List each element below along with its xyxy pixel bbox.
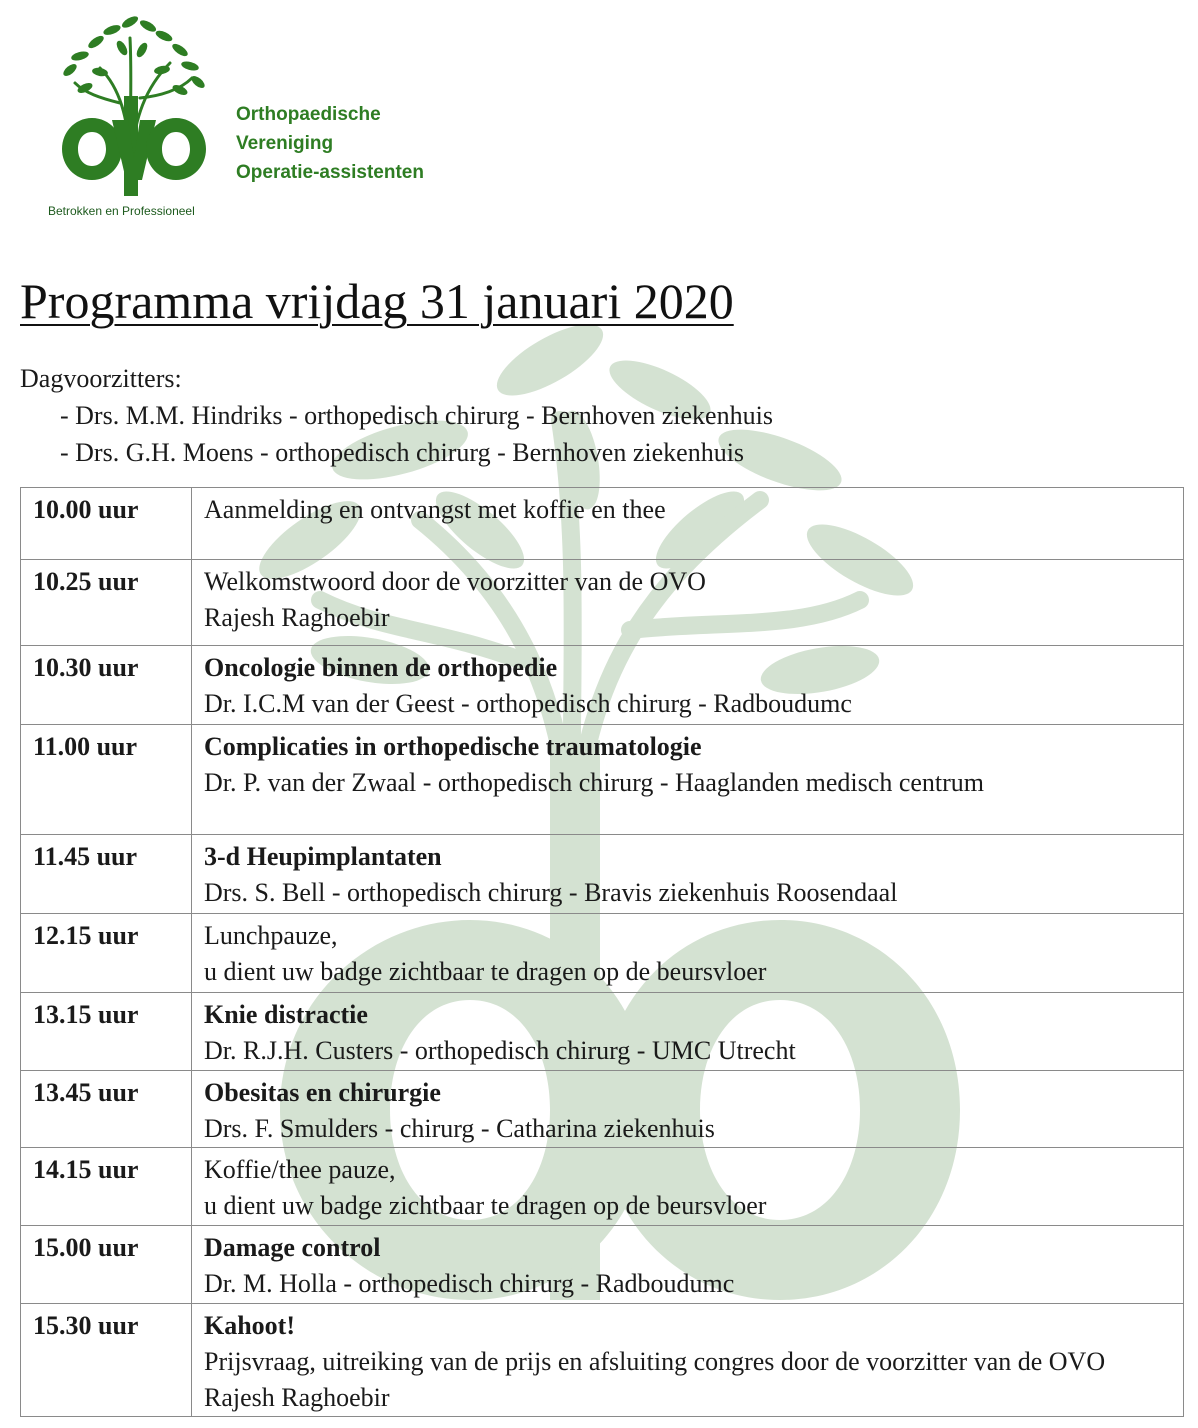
schedule-description bbox=[192, 1071, 1184, 1148]
schedule-time: 14.15 uur bbox=[21, 1148, 192, 1226]
session-detail: Aanmelding en ontvangst met koffie en thee bbox=[204, 495, 666, 524]
session-detail: Dr. M. Holla - orthopedisch chirurg - Radboudumc bbox=[204, 1269, 735, 1298]
organization-name bbox=[236, 100, 424, 187]
session-detail: Welkomstwoord door de voorzitter van de OVO bbox=[204, 567, 706, 596]
schedule-time: 15.30 uur bbox=[21, 1304, 192, 1417]
schedule-description bbox=[192, 914, 1184, 993]
schedule-time: 15.00 uur bbox=[21, 1226, 192, 1304]
page-title: Programma vrijdag 31 januari 2020 bbox=[20, 273, 734, 329]
chair-item: - Drs. M.M. Hindriks - orthopedisch chirurg - Bernhoven ziekenhuis bbox=[60, 401, 773, 430]
day-chairs bbox=[20, 360, 773, 471]
schedule-row bbox=[21, 1226, 1184, 1304]
schedule-description bbox=[192, 488, 1184, 560]
session-title: Damage control bbox=[204, 1233, 381, 1262]
schedule-description bbox=[192, 1226, 1184, 1304]
session-title: Oncologie binnen de orthopedie bbox=[204, 653, 558, 682]
schedule-row bbox=[21, 560, 1184, 646]
schedule-description bbox=[192, 560, 1184, 646]
schedule-time: 10.00 uur bbox=[21, 488, 192, 560]
schedule-time: 12.15 uur bbox=[21, 914, 192, 993]
schedule-time: 11.00 uur bbox=[21, 725, 192, 835]
session-detail: Dr. R.J.H. Custers - orthopedisch chirurg - UMC Utrecht bbox=[204, 1036, 796, 1065]
schedule-row bbox=[21, 1304, 1184, 1417]
session-detail: u dient uw badge zichtbaar te dragen op de beursvloer bbox=[204, 1191, 767, 1220]
schedule-row bbox=[21, 646, 1184, 725]
session-detail: Lunchpauze, bbox=[204, 921, 338, 950]
session-detail: Prijsvraag, uitreiking van de prijs en afsluiting congres door de voorzitter van de OVO Rajesh Raghoebir bbox=[204, 1347, 1106, 1412]
schedule-time: 13.15 uur bbox=[21, 993, 192, 1071]
session-detail: Drs. F. Smulders - chirurg - Catharina ziekenhuis bbox=[204, 1114, 715, 1143]
chairs-label: Dagvoorzitters: bbox=[20, 364, 182, 393]
schedule-row bbox=[21, 1148, 1184, 1226]
schedule-row bbox=[21, 835, 1184, 914]
schedule-row bbox=[21, 993, 1184, 1071]
session-detail: Dr. P. van der Zwaal - orthopedisch chirurg - Haaglanden medisch centrum bbox=[204, 768, 984, 797]
schedule-description bbox=[192, 993, 1184, 1071]
session-detail: u dient uw badge zichtbaar te dragen op de beursvloer bbox=[204, 957, 767, 986]
schedule-row bbox=[21, 914, 1184, 993]
schedule-description bbox=[192, 646, 1184, 725]
session-title: 3-d Heupimplantaten bbox=[204, 842, 442, 871]
org-name-line: Operatie-assistenten bbox=[236, 162, 424, 183]
schedule-description bbox=[192, 835, 1184, 914]
schedule-row bbox=[21, 488, 1184, 560]
schedule-table bbox=[20, 487, 1184, 1417]
schedule-time: 13.45 uur bbox=[21, 1071, 192, 1148]
session-title: Complicaties in orthopedische traumatologie bbox=[204, 732, 702, 761]
schedule-time: 10.30 uur bbox=[21, 646, 192, 725]
org-name-line: Vereniging bbox=[236, 133, 334, 154]
session-detail: Dr. I.C.M van der Geest - orthopedisch chirurg - Radboudumc bbox=[204, 689, 852, 718]
session-title: Obesitas en chirurgie bbox=[204, 1078, 441, 1107]
session-title: Kahoot! bbox=[204, 1311, 295, 1340]
schedule-description bbox=[192, 1304, 1184, 1417]
schedule-description bbox=[192, 725, 1184, 835]
chair-item: - Drs. G.H. Moens - orthopedisch chirurg - Bernhoven ziekenhuis bbox=[60, 438, 745, 467]
schedule-row bbox=[21, 1071, 1184, 1148]
session-detail: Koffie/thee pauze, bbox=[204, 1155, 396, 1184]
session-detail: Rajesh Raghoebir bbox=[204, 603, 390, 632]
session-detail: Drs. S. Bell - orthopedisch chirurg - Bravis ziekenhuis Roosendaal bbox=[204, 878, 898, 907]
schedule-description bbox=[192, 1148, 1184, 1226]
logo-tagline: Betrokken en Professioneel bbox=[48, 204, 195, 218]
ovo-logo bbox=[40, 8, 220, 223]
session-title: Knie distractie bbox=[204, 1000, 368, 1029]
schedule-time: 10.25 uur bbox=[21, 560, 192, 646]
schedule-row bbox=[21, 725, 1184, 835]
org-name-line: Orthopaedische bbox=[236, 104, 381, 125]
schedule-time: 11.45 uur bbox=[21, 835, 192, 914]
